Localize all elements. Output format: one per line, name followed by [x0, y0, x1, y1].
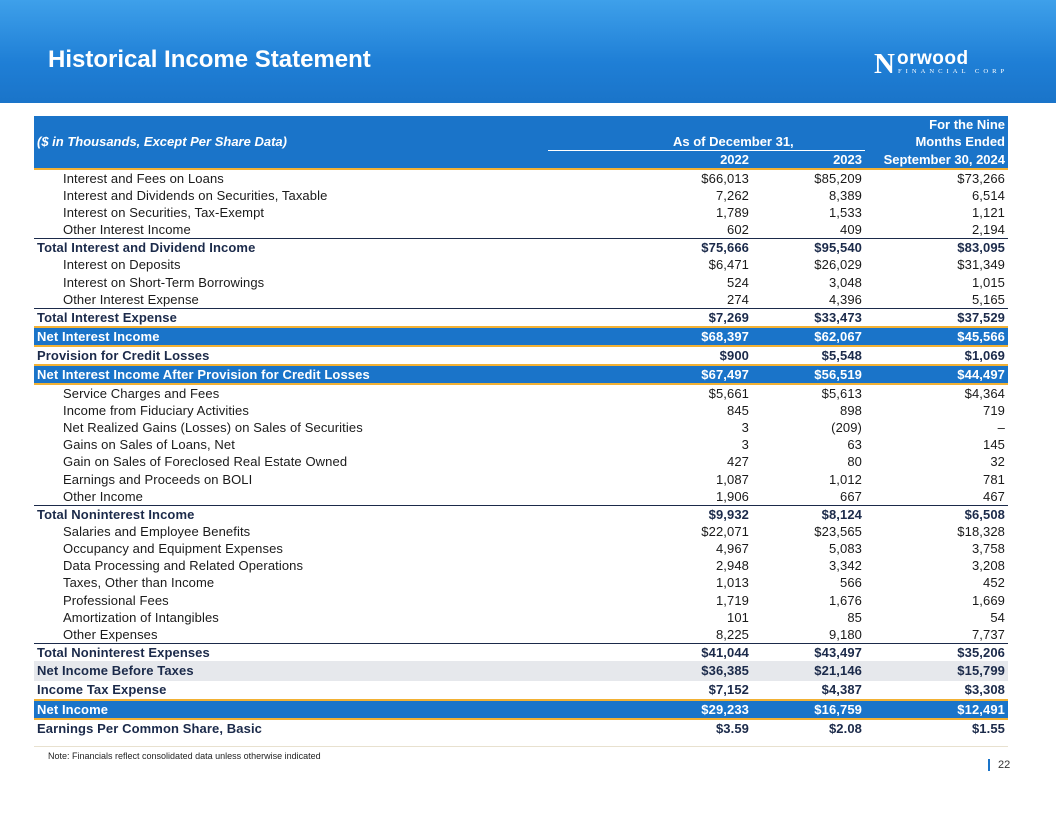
- value-sept-2024: $35,206: [865, 643, 1008, 661]
- value-2023: $16,759: [752, 700, 865, 719]
- row-label: Provision for Credit Losses: [37, 347, 210, 363]
- row-label: Total Noninterest Income: [34, 505, 548, 523]
- header-row-1: [34, 116, 1008, 133]
- table-row: [34, 169, 1008, 187]
- value-sept-2024: 467: [983, 488, 1005, 504]
- header-col-sept-2024: September 30, 2024: [865, 151, 1008, 170]
- value-2022: 1,906: [715, 488, 749, 504]
- row-label: Occupancy and Equipment Expenses: [63, 540, 283, 556]
- value-2022: $75,666: [548, 239, 752, 257]
- row-label: Net Income Before Taxes: [34, 661, 548, 681]
- row-label: Net Interest Income: [34, 327, 548, 346]
- value-2022: 274: [727, 291, 749, 307]
- row-label: Amortization of Intangibles: [63, 609, 219, 625]
- row-label: Interest and Dividends on Securities, Taxable: [63, 188, 328, 204]
- value-sept-2024: 145: [983, 437, 1005, 453]
- row-label: Interest and Fees on Loans: [63, 171, 224, 186]
- value-sept-2024: $4,364: [964, 385, 1005, 401]
- value-2022: $29,233: [548, 700, 752, 719]
- value-2023: $43,497: [752, 643, 865, 661]
- value-2023: 8,389: [828, 188, 862, 204]
- row-label: Net Interest Income After Provision for Credit Losses: [34, 365, 548, 384]
- value-2023: $8,124: [752, 505, 865, 523]
- table-row: [34, 471, 1008, 488]
- value-sept-2024: 452: [983, 575, 1005, 591]
- value-2022: 8,225: [715, 626, 749, 642]
- value-sept-2024: $3,308: [964, 682, 1005, 698]
- value-2023: 80: [847, 454, 862, 470]
- table-row: [34, 661, 1008, 681]
- value-2022: $36,385: [548, 661, 752, 681]
- table-row: [34, 681, 1008, 700]
- table-row: [34, 274, 1008, 291]
- table-row: [34, 436, 1008, 453]
- table-row: [34, 384, 1008, 402]
- row-label: Other Expenses: [63, 626, 158, 642]
- value-2022: $900: [719, 347, 749, 363]
- row-label: Interest on Securities, Tax-Exempt: [63, 205, 265, 221]
- table-row: [34, 308, 1008, 327]
- row-label: Gains on Sales of Loans, Net: [63, 437, 235, 453]
- row-label: Net Income: [34, 700, 548, 719]
- value-sept-2024: $15,799: [865, 661, 1008, 681]
- row-label: Taxes, Other than Income: [63, 575, 215, 591]
- value-2022: $3.59: [715, 721, 749, 737]
- value-2022: 427: [727, 454, 749, 470]
- page-number: [986, 759, 1010, 771]
- value-2022: 1,087: [715, 471, 749, 487]
- footnote: Note: Financials reflect consolidated data unless otherwise indicated: [48, 751, 321, 761]
- table-row: [34, 187, 1008, 204]
- value-2023: $95,540: [752, 239, 865, 257]
- value-sept-2024: $44,497: [865, 365, 1008, 384]
- table-row: [34, 365, 1008, 384]
- page-title: Historical Income Statement: [48, 46, 371, 73]
- table-row: [34, 239, 1008, 257]
- row-label: Earnings Per Common Share, Basic: [37, 721, 262, 737]
- table-row: [34, 419, 1008, 436]
- value-2022: $41,044: [548, 643, 752, 661]
- value-sept-2024: 1,669: [971, 592, 1005, 608]
- value-2022: $7,269: [548, 308, 752, 327]
- table-row: [34, 591, 1008, 608]
- value-sept-2024: 5,165: [971, 291, 1005, 307]
- value-2022: 4,967: [715, 540, 749, 556]
- value-2022: 1,013: [715, 575, 749, 591]
- value-2022: 101: [727, 609, 749, 625]
- note-divider: [34, 746, 1008, 747]
- row-label: Total Interest and Dividend Income: [34, 239, 548, 257]
- income-statement-table: [34, 116, 1008, 738]
- value-sept-2024: $6,508: [865, 505, 1008, 523]
- row-label: Interest on Short-Term Borrowings: [63, 274, 265, 290]
- table-row: [34, 327, 1008, 346]
- value-2022: 845: [727, 402, 749, 418]
- table-row: [34, 204, 1008, 221]
- value-2023: 3,342: [828, 558, 862, 574]
- row-label: Net Realized Gains (Losses) on Sales of Securities: [63, 420, 363, 436]
- logo-tagline: FINANCIAL CORP: [898, 68, 1009, 75]
- value-sept-2024: 1,015: [971, 274, 1005, 290]
- value-2023: 1,012: [828, 471, 862, 487]
- value-2023: $2.08: [828, 721, 862, 737]
- value-sept-2024: $37,529: [865, 308, 1008, 327]
- value-2022: 1,719: [715, 592, 749, 608]
- table-row: [34, 256, 1008, 273]
- table-row: [34, 291, 1008, 309]
- logo-initial: N: [874, 48, 894, 80]
- value-sept-2024: $1.55: [971, 721, 1005, 737]
- table-row: [34, 719, 1008, 738]
- value-2022: 2,948: [715, 558, 749, 574]
- value-2022: 3: [741, 437, 749, 453]
- table-row: [34, 505, 1008, 523]
- value-2023: 5,083: [828, 540, 862, 556]
- header-as-of-december: As of December 31,: [673, 134, 794, 149]
- value-2022: $22,071: [701, 523, 749, 539]
- value-sept-2024: $73,266: [957, 171, 1005, 186]
- table-row: [34, 488, 1008, 506]
- row-label: Salaries and Employee Benefits: [63, 523, 251, 539]
- value-sept-2024: 6,514: [971, 188, 1005, 204]
- header-banner: [0, 0, 1056, 103]
- header-col-2023: 2023: [752, 151, 865, 170]
- value-sept-2024: 3,758: [971, 540, 1005, 556]
- page-number-text: 22: [998, 759, 1011, 771]
- value-sept-2024: 32: [990, 454, 1005, 470]
- value-sept-2024: $45,566: [865, 327, 1008, 346]
- row-label: Data Processing and Related Operations: [63, 558, 304, 574]
- value-2022: $67,497: [548, 365, 752, 384]
- value-sept-2024: $18,328: [957, 523, 1005, 539]
- logo-name: orwood: [897, 48, 969, 69]
- row-label: Interest on Deposits: [63, 257, 181, 273]
- value-2022: $5,661: [708, 385, 749, 401]
- value-sept-2024: $31,349: [957, 257, 1005, 273]
- value-2023: $5,548: [821, 347, 862, 363]
- table-row: [34, 609, 1008, 626]
- value-2023: 3,048: [828, 274, 862, 290]
- value-2023: 667: [840, 488, 862, 504]
- row-label: Service Charges and Fees: [63, 385, 220, 401]
- value-2023: $5,613: [821, 385, 862, 401]
- value-2022: 524: [727, 274, 749, 290]
- header-months-ended: Months Ended: [865, 133, 1008, 151]
- table-row: [34, 346, 1008, 365]
- value-sept-2024: 719: [983, 402, 1005, 418]
- value-2023: (209): [831, 420, 862, 436]
- value-sept-2024: $83,095: [865, 239, 1008, 257]
- value-sept-2024: 7,737: [971, 626, 1005, 642]
- value-2023: $4,387: [821, 682, 862, 698]
- value-2023: $56,519: [752, 365, 865, 384]
- table-row: [34, 626, 1008, 644]
- value-sept-2024: 3,208: [971, 558, 1005, 574]
- header-col-2022: 2022: [548, 151, 752, 170]
- table-row: [34, 221, 1008, 239]
- value-2023: 4,396: [828, 291, 862, 307]
- norwood-logo: [874, 50, 1010, 78]
- value-sept-2024: –: [997, 420, 1005, 436]
- value-2023: 898: [840, 402, 862, 418]
- table-row: [34, 523, 1008, 540]
- value-sept-2024: 54: [990, 609, 1005, 625]
- header-for-the-nine: For the Nine: [865, 116, 1008, 133]
- value-2022: $66,013: [701, 171, 749, 186]
- value-2023: $62,067: [752, 327, 865, 346]
- value-sept-2024: 781: [983, 471, 1005, 487]
- value-2022: 3: [741, 420, 749, 436]
- row-label: Other Income: [63, 488, 143, 504]
- row-label: Other Interest Income: [63, 222, 191, 238]
- value-2022: $9,932: [548, 505, 752, 523]
- value-2022: 1,789: [715, 205, 749, 221]
- value-sept-2024: 2,194: [971, 222, 1005, 238]
- value-2023: $21,146: [752, 661, 865, 681]
- value-2022: 7,262: [715, 188, 749, 204]
- value-2022: $6,471: [708, 257, 749, 273]
- row-label: Earnings and Proceeds on BOLI: [63, 471, 253, 487]
- value-2022: $7,152: [708, 682, 749, 698]
- row-label: Income from Fiduciary Activities: [63, 402, 249, 418]
- row-label: Other Interest Expense: [63, 291, 199, 307]
- value-2023: 1,676: [828, 592, 862, 608]
- table-row: [34, 540, 1008, 557]
- header-row-3: [34, 151, 1008, 170]
- value-2022: $68,397: [548, 327, 752, 346]
- value-sept-2024: $1,069: [964, 347, 1005, 363]
- value-2023: $26,029: [814, 257, 862, 273]
- value-2023: 63: [847, 437, 862, 453]
- row-label: Income Tax Expense: [37, 682, 167, 698]
- value-2023: 85: [847, 609, 862, 625]
- value-2023: $23,565: [814, 523, 862, 539]
- value-2023: $33,473: [752, 308, 865, 327]
- table-row: [34, 700, 1008, 719]
- value-sept-2024: 1,121: [971, 205, 1005, 221]
- row-label: Professional Fees: [63, 592, 169, 608]
- units-label: ($ in Thousands, Except Per Share Data): [34, 133, 548, 151]
- value-sept-2024: $12,491: [865, 700, 1008, 719]
- value-2023: $85,209: [814, 171, 862, 186]
- table-row: [34, 453, 1008, 470]
- header-row-2: [34, 133, 1008, 151]
- value-2023: 9,180: [828, 626, 862, 642]
- table-row: [34, 574, 1008, 591]
- value-2022: 602: [727, 222, 749, 238]
- row-label: Gain on Sales of Foreclosed Real Estate Owned: [63, 454, 348, 470]
- value-2023: 409: [840, 222, 862, 238]
- table-row: [34, 402, 1008, 419]
- table-row: [34, 557, 1008, 574]
- value-2023: 566: [840, 575, 862, 591]
- row-label: Total Interest Expense: [34, 308, 548, 327]
- table-row: [34, 643, 1008, 661]
- value-2023: 1,533: [828, 205, 862, 221]
- row-label: Total Noninterest Expenses: [34, 643, 548, 661]
